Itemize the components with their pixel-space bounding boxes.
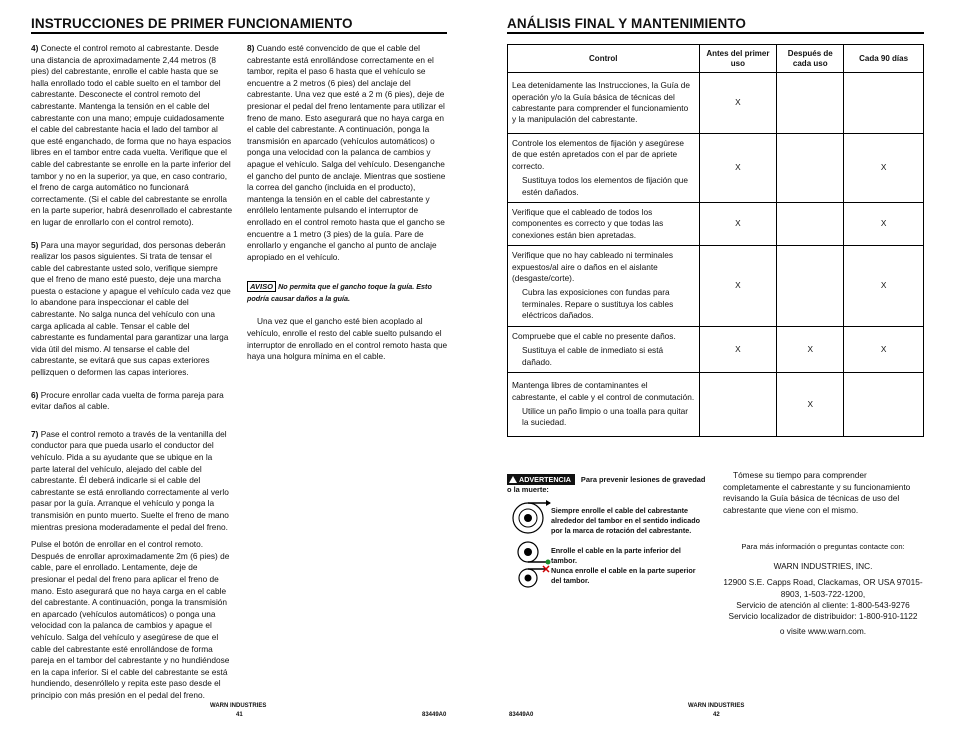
left-footer-code: 83449A0	[422, 712, 447, 718]
table-row	[508, 326, 924, 372]
warning-item-2: Enrolle el cable en la parte inferior del tambor.	[551, 546, 681, 565]
left-footer-company: WARN INDUSTRIES	[210, 703, 267, 709]
mark-after-each-use	[777, 203, 844, 246]
step-9: Una vez que el gancho esté bien acoplado al vehículo, enrolle el resto del cable suelto pulsando el interruptor de enrollado en el control remoto hasta que haya una holgura mínima en el cable.	[247, 316, 448, 362]
mark-before-first-use: X	[699, 326, 777, 372]
drum-icon-3	[519, 566, 549, 587]
step-6: 6) Procure enrollar cada vuelta de forma pareja para evitar daños al cable.	[31, 389, 224, 412]
warning-item-3: Nunca enrolle el cable en la parte superior del tambor.	[551, 566, 696, 585]
warning-item-1: Siempre enrolle el cable del cabrestante alrededor del tambor en el sentido indicado por la marca de rotación del cabrestante.	[551, 506, 700, 535]
mark-after-each-use: X	[777, 372, 844, 436]
warning-block	[507, 474, 707, 495]
drum-icon-1	[513, 500, 551, 533]
header-after-each-use: Después de cada uso	[777, 45, 844, 73]
closing-paragraph: Tómese su tiempo para comprender completamente el cabrestante y su funcionamiento revisando la Guía básica de técnicas de uso del cabrestante que viene con el mismo.	[723, 470, 911, 515]
table-row	[508, 73, 924, 134]
maintenance-table	[507, 44, 924, 437]
mark-every-90-days	[844, 73, 924, 134]
mark-before-first-use	[699, 372, 777, 436]
row-description: Controle los elementos de fijación y asegúrese de que estén apretados con el par de apriete correcto. Sustituya todos los elementos de fijación que estén dañados.	[508, 134, 700, 203]
header-every-90-days: Cada 90 días	[844, 45, 924, 73]
left-footer-page-number: 41	[236, 712, 243, 718]
row-sub-description: Sustituya todos los elementos de fijación que estén dañados.	[522, 175, 689, 197]
right-footer-company: WARN INDUSTRIES	[688, 703, 745, 709]
company-address: 12900 S.E. Capps Road, Clackamas, OR USA 97015-8903, 1-503-722-1200,	[723, 577, 923, 599]
notice-text: No permita que el gancho toque la guía. Esto podría causar daños a la guía.	[247, 282, 432, 303]
table-row	[508, 134, 924, 203]
mark-before-first-use: X	[699, 73, 777, 134]
dealer-locator-phone: Servicio localizador de distribuidor: 1-800-910-1122	[728, 611, 918, 621]
company-name: WARN INDUSTRIES, INC.	[773, 561, 873, 571]
row-sub-description: Sustituya el cable de inmediato si está dañado.	[522, 345, 664, 367]
notice-block	[247, 281, 449, 304]
mark-every-90-days: X	[844, 203, 924, 246]
header-before-first-use: Antes del primer uso	[699, 45, 777, 73]
mark-after-each-use	[777, 246, 844, 326]
mark-after-each-use	[777, 134, 844, 203]
step-5: 5) Para una mayor seguridad, dos personas deberán realizar los pasos siguientes. Si trata de tensar el cable del cabrestante usted solo, verifique siempre que el freno de mano esté puesto, deje una marcha puesta o estacione y apague el vehículo cada vez que lo abandone para inspeccionar el cable del cabrestante. No salga nunca del vehículo con una carga aplicada al cable. Tensar el cable del cabrestante es fundamental para garantizar una larga vida útil del mismo. Al tensarse el cable del cabrestante, se evitará que sus capas exteriores pellizquen o deformen las capas interiores.	[31, 239, 231, 378]
left-column-2	[247, 43, 449, 363]
mark-before-first-use: X	[699, 134, 777, 203]
mark-before-first-use: X	[699, 203, 777, 246]
mark-every-90-days: X	[844, 326, 924, 372]
mark-every-90-days: X	[844, 134, 924, 203]
drum-icon-2	[518, 542, 551, 565]
more-info-line: Para más información o preguntas contacte con:	[741, 542, 905, 551]
warning-lead: ADVERTENCIA Para prevenir lesiones de gravedad o la muerte:	[507, 475, 706, 494]
mark-after-each-use	[777, 73, 844, 134]
warning-triangle-icon	[509, 476, 517, 483]
row-description: Verifique que el cableado de todos los componentes es correcto y que todas las conexiones están bien apretadas.	[508, 203, 700, 246]
step-7: 7) Pase el control remoto a través de la ventanilla del conductor para que pueda usarlo el conductor del vehículo. Pida a su ayudante que se ubique en la parte lateral del vehículo, alejado del cable del cabrestante. Él deberá indicarle si el cable del cabrestante se está enrollando correctamente al verlo pasar por la guía. Arranque el vehículo y ponga la transmisión en punto muerto. Suelte el freno de mano mientras presiona moderadamente el pedal del freno.	[31, 428, 229, 532]
step-8: 8) Cuando esté convencido de que el cable del cabrestante está enrollándose correctamente en el tambor, repita el paso 6 hasta que el vehículo se encuentre a 2 metros (6 pies) del anclaje del cabrestante. Una vez que esté a 2 m (6 pies), deje de presionar el pedal del freno lentamente para utilizar el freno de mano. Esto asegurará que no haya carga en el cable del cabrestante. A continuación, ponga la transmisión en aparcado (vehículos automáticos) o ponga una velocidad con la palanca de cambios y apague el vehículo. Salga del vehículo. Desenganche el gancho del punto de anclaje. Mientras que sostiene la correa del gancho (incluida en el producto), mantenga la tensión en el cable del cabrestante y enróllelo lentamente pulsando el interruptor de enrollado en el control remoto hasta que el gancho se encuentre a 1 metro (3 pies) de la guía. Pare de enrollarlo y enganche el gancho al punto de anclaje apropiado en el vehículo.	[247, 43, 446, 262]
drum-rotation-diagram	[510, 500, 556, 592]
left-column-1	[31, 43, 233, 701]
step-7-continued: Pulse el botón de enrollar en el control remoto. Después de enrollar aproximadamente 2m (6 pies) de cable, pare el enrollado. Lentamente, deje de presionar el pedal del freno para aplicar el freno de mano. Esto asegurará que no haya carga en el cable del cabrestante. A continuación, ponga la transmisión en aparcado (vehículos automáticos) o ponga una velocidad con la palanca de cambios y apague el vehículo. Salga del vehículo y asegúrese de que el cable del cabrestante esté enrollándose de forma pareja en el tambor del cabrestante y no hundiéndose en la capa inferior. Si el cable del cabrestante se está hundiendo, desenróllelo y repita este paso desde el principio con más presión en el pedal del freno.	[31, 539, 230, 700]
row-description: Compruebe que el cable no presente daños. Sustituya el cable de inmediato si está dañado.	[508, 326, 700, 372]
row-description: Mantenga libres de contaminantes el cabrestante, el cable y el control de conmutación. Utilice un paño limpio o una toalla para quitar la suciedad.	[508, 372, 700, 436]
warning-badge: ADVERTENCIA	[507, 474, 575, 485]
table-row	[508, 246, 924, 326]
table-row	[508, 203, 924, 246]
right-footer-page-number: 42	[713, 712, 720, 718]
right-page-heading: ANÁLISIS FINAL Y MANTENIMIENTO	[507, 16, 924, 34]
mark-every-90-days	[844, 372, 924, 436]
step-4: 4) Conecte el control remoto al cabrestante. Desde una distancia de aproximadamente 2,44 metros (8 pies) del cabrestante, enrolle el cable hasta que se halla enrollado todo el cable suelto en el tambor del cabrestante. Desconecte el control remoto del cabrestante. Mantenga la tensión en el cable del cabrestante con una mano; empuje cuidadosamente el cable del cabrestante hacia el lado del tambor al que esté enganchado, de forma que no haya espacios libres en el tambor entre cada vuelta. Verifique que el cable del cabrestante se enrolle en la parte inferior del tambor y no en la superior, ya que, en caso contrario, el freno de carga automático no funcionará correctamente. (Si el cable del cabrestante se enrolla en la parte superior, habrá desenrollado el cabrestante en lugar de enrollarlo con el control remoto).	[31, 43, 233, 227]
row-description: Verifique que no hay cableado ni terminales expuestos/al aire o daños en el aislante (desgaste/corte). Cubra las exposiciones con fundas para terminales. Repare o sustituya los cables eléctricos dañados.	[508, 246, 700, 326]
notice-tag: AVISO	[247, 281, 276, 292]
mark-every-90-days: X	[844, 246, 924, 326]
row-sub-description: Cubra las exposiciones con fundas para terminales. Repare o sustituya los cables eléctricos dañados.	[522, 287, 674, 321]
mark-after-each-use: X	[777, 326, 844, 372]
row-sub-description: Utilice un paño limpio o una toalla para quitar la suciedad.	[522, 405, 689, 428]
header-control: Control	[508, 45, 700, 73]
customer-service-phone: Servicio de atención al cliente: 1-800-543-9276	[736, 600, 910, 610]
table-row	[508, 372, 924, 436]
row-description: Lea detenidamente las Instrucciones, la Guía de operación y/o la Guía básica de técnicas del cabrestante para comprender el funcionamiento y la manipulación del cabrestante.	[508, 73, 700, 134]
mark-before-first-use: X	[699, 246, 777, 326]
left-page-heading: INSTRUCCIONES DE PRIMER FUNCIONAMIENTO	[31, 16, 447, 34]
website-line: o visite www.warn.com.	[779, 626, 867, 636]
right-footer-code: 83449A0	[509, 712, 534, 718]
